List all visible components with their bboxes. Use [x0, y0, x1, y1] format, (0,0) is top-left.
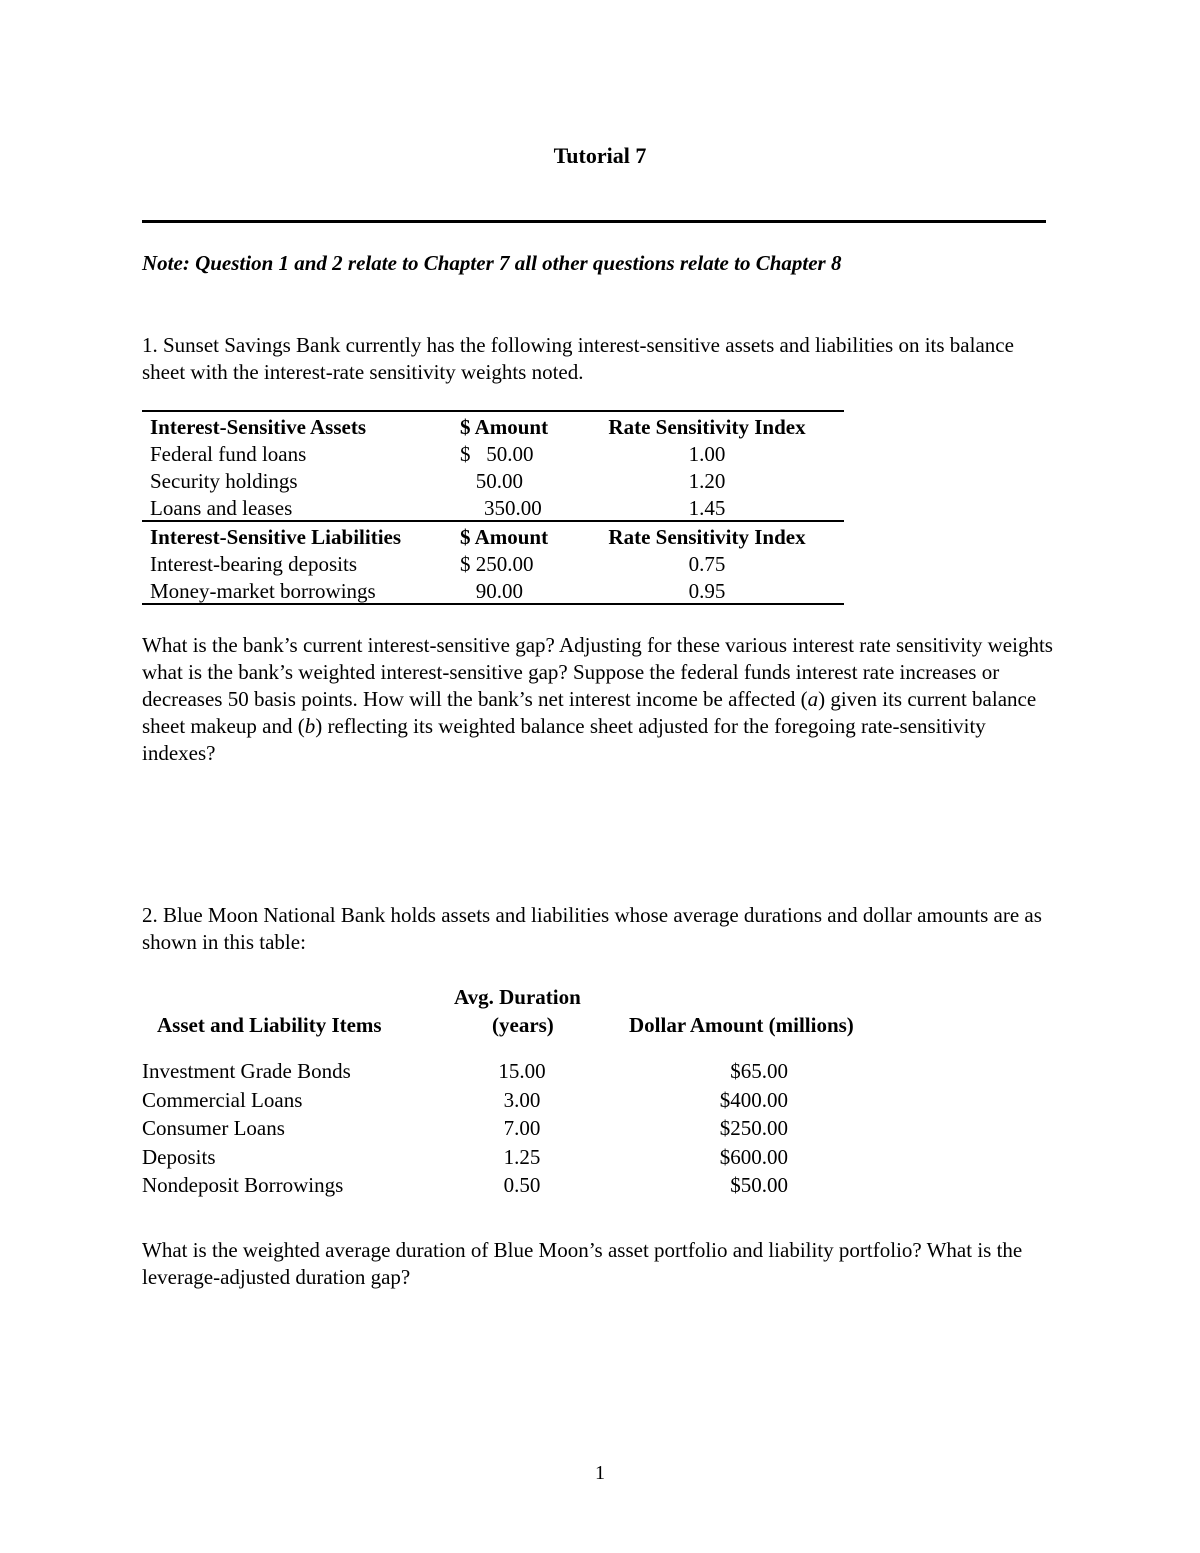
liabilities-header-row [142, 522, 844, 549]
header-amount: Dollar Amount (millions) [629, 1013, 854, 1037]
question-2-text: What is the weighted average duration of Blue Moon’s asset portfolio and liability portfolio? What is the leverage-adjusted duration gap? [142, 1238, 1023, 1289]
liabilities-header-amount: $ Amount [460, 525, 549, 549]
assets-header-row [142, 412, 844, 439]
table-row [142, 1116, 942, 1145]
asset-amount: $ 50.00 [460, 442, 534, 466]
asset-amount: 50.00 [460, 469, 523, 493]
question-1-intro [142, 332, 1057, 386]
question-1-text: What is the bank’s current interest-sensitive gap? Adjusting for these various interest rate sensitivity weights what is the bank’s weighted interest-sensitive gap? Suppose the federal funds interest rate increases or decreases 50 basis points. How will the bank’s net interest income be affected (a) given its current balance sheet makeup and (b) reflecting its weighted balance sheet adjusted for the foregoing rate-sensitivity indexes? [142, 633, 1053, 765]
question-2-body [142, 1237, 1057, 1291]
chapter-note: Note: Question 1 and 2 relate to Chapter 7 all other questions relate to Chapter 8 [142, 251, 842, 275]
liabilities-header-label: Interest-Sensitive Liabilities [150, 525, 402, 549]
assets-header-label: Interest-Sensitive Assets [150, 415, 367, 439]
table-row [142, 1059, 942, 1088]
asset-item: Security holdings [150, 469, 298, 493]
question-1-body [142, 632, 1057, 767]
table-row [142, 576, 844, 605]
item-name: Consumer Loans [142, 1116, 285, 1140]
liability-amount: $ 250.00 [460, 552, 534, 576]
asset-item: Federal fund loans [150, 442, 307, 466]
header-duration-line2: (years) [492, 1013, 554, 1037]
item-name: Commercial Loans [142, 1087, 303, 1112]
asset-index: 1.20 [688, 469, 726, 493]
title-divider [142, 220, 1046, 223]
rate-sensitivity-table [142, 410, 844, 605]
table-row [142, 1145, 942, 1174]
item-amount: $250.00 [719, 1116, 788, 1140]
page-number: 1 [595, 1462, 605, 1484]
asset-amount: 350.00 [484, 496, 542, 520]
header-items: Asset and Liability Items [157, 1013, 382, 1037]
item-amount: $400.00 [719, 1087, 788, 1112]
liability-item: Money-market borrowings [150, 579, 376, 603]
asset-index: 1.00 [688, 442, 726, 466]
assets-header-amount: $ Amount [460, 415, 549, 439]
item-duration: 7.00 [503, 1116, 541, 1140]
item-name: Nondeposit Borrowings [142, 1173, 344, 1197]
item-duration: 15.00 [498, 1059, 546, 1083]
table-row [142, 466, 844, 493]
liability-index: 0.75 [688, 552, 726, 576]
page-title: Tutorial 7 [553, 143, 647, 168]
table-row [142, 439, 844, 466]
item-name: Investment Grade Bonds [142, 1059, 351, 1083]
asset-index: 1.45 [688, 496, 726, 520]
header-duration-line1: Avg. Duration [454, 985, 581, 1009]
table-row [142, 549, 844, 576]
item-duration: 3.00 [503, 1087, 541, 1112]
table-row [142, 1088, 942, 1117]
item-amount: $600.00 [719, 1144, 788, 1169]
liabilities-header-index: Rate Sensitivity Index [608, 525, 806, 549]
liability-amount: 90.00 [460, 579, 523, 603]
assets-header-index: Rate Sensitivity Index [608, 415, 806, 439]
item-amount: $50.00 [730, 1173, 788, 1197]
question-1-intro-text: 1. Sunset Savings Bank currently has the following interest-sensitive assets and liabilities on its balance sheet with the interest-rate sensitivity weights noted. [142, 333, 1014, 384]
duration-table-header [142, 985, 942, 1059]
liability-index: 0.95 [688, 579, 726, 603]
asset-item: Loans and leases [150, 496, 293, 520]
question-2-intro [142, 902, 1057, 956]
liability-item: Interest-bearing deposits [150, 552, 358, 576]
table-row [142, 1173, 942, 1202]
item-name: Deposits [142, 1144, 216, 1169]
duration-table [142, 985, 942, 1202]
table-row [142, 493, 844, 520]
item-duration: 1.25 [503, 1144, 541, 1169]
item-amount: $65.00 [730, 1059, 788, 1083]
question-2-intro-text: 2. Blue Moon National Bank holds assets and liabilities whose average durations and dollar amounts are as shown in this table: [142, 903, 1042, 954]
item-duration: 0.50 [503, 1173, 541, 1197]
